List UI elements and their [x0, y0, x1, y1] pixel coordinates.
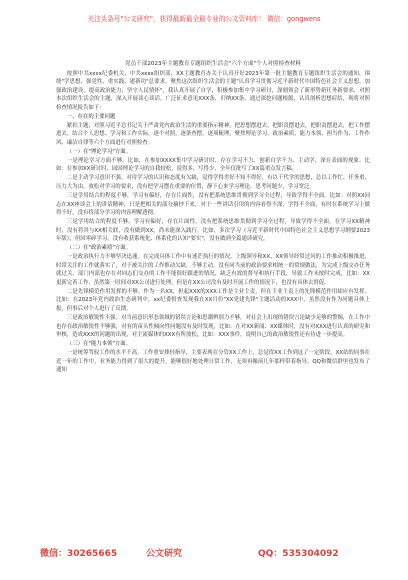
paragraph: 一是统筹驾驭工作的水平不高。工作重安排轻指导，主要表现在分管XX工作上，总觉得XX工作到这了一定阶段，XX站的同事在近一年的工作中，业务能力得到了很大的提升，能够很好地处理日常工作，无须再像前几年那样带着指导，QQ和微信群里也发布了通知	[56, 350, 370, 374]
paragraph: 三是政治敏锐性不强。对当前意识形态领域的错误言论和思潮辨别力不够，对社会上出现的错误言论缺少足够的警惕，在工作中也存在政治敏锐性不够强，对有的苗头性倾向性问题没有及时发现，比如：在对XX新闻、XX媒体时，没有对XXX进行认真的研究和审核，造成XXX的问题的出现，对主流媒体的XXX有所放松，比如：XXX事件，说明自己的政治敏锐性还有待进一步提高。	[56, 315, 370, 339]
source-watermark: 公文研究	[146, 549, 183, 559]
promo-banner: 关注头条号"公文研究"，获得最新最全最专业的公文资料库！ 微信：gongwens	[87, 15, 321, 23]
paragraph: 一是理论学习方面不够。比如，在参加XXXX集中学习研讨时，存在学习不力、创新自学不力、主动学、深在表面的现象。比如：在参加XX研讨时，园国理论学习的自我较松，说得多、写得少，全年仅批写了XX篇重点发言稿。	[56, 157, 370, 173]
paragraph: 三是学用结合的程度不够，学习有偏好，存在片面性，没有把系统思维贯彻到学习全过程，导致学得不全面。比如：对照XX同志在XX座谈会上的讲话精神，只是把相关的部分摘抄下来，对于一些讲话引用的内容看得不深，学得不全面，有时在系统学习上做得不好，没有将部分学习的内容理解透彻。	[56, 193, 370, 217]
wechat-watermark: 微信：30265665	[40, 549, 118, 559]
paragraph: 二是先锋模范作用发挥的不够。作为一名XX，担起XXX的XXX工作是主业主责，但在主业主责上的先锋模范作用却应有发挥。比如：在2023年党内政治生态研判中，xx纪委督查发现我在XX月份"XX党建先锋"主题活动的XXX中，虽然没有作为问题具体上报，但事后对个人进行了反馈。	[56, 288, 370, 312]
paragraph: 紧扣主题，对照习近平总书记关于严肃党内政治生活的重要指示精神，把思想摆进去，把职责摆进去，把职责摆进去，把工作摆进去，结合个人思想、学习和工作实际，逐个对照，逐条查摆，逐项梳理，聚焦理论学习、政治素质、能力本领、担当作为、工作作风、廉洁自律等六个方面进行对照检查。	[56, 122, 370, 146]
section-heading: 一、存在的主要问题	[66, 113, 116, 120]
paragraph: 一是政治执行力不够坚决迅速。在完成具体工作中有迷茫执行的情况，上级领导和XX、XX领导经常过问的工作推动积极推进，时常关注的工作就落实了，对于被关注的工作推动欠缺，不够主动，没有同当前的政治要求相统一的常规做法，为完成上级交办任务就过关，部门内部也存在对同志们交办的工作不能很好跟进的情况，缺乏有效的督导和执行手段，导致工作未按时完成，比如：XX更新完善工作，虽然第一时间对XX公司进行处理，但是在XX公司没有及时开展工作的情况下，也没有具体去督促。	[56, 254, 370, 286]
subsection-heading: （二）在"政治素质"方面。	[66, 245, 132, 252]
qq-watermark: QQ：535304092	[258, 549, 339, 559]
paragraph-intro: 按照中共xxxx纪委机关、中共xxxx组织部、XX主题教育办关于认真开好2023年第一批主题教育专题组织生活会的通知，围绕"学思想、强党性、重实践、建新功"总要求，聚焦这次组织生活会的主题"认真学习贯彻习近平新时代中国特色社会主义思想，加强政治建设，提高政治能力，坚守人民情怀"，我认真开展了自学，积极参加集中学习研讨，深刻领会了新形势新任务新要求，对照本次组织生活会的主题，深入开展谈心谈话，广泛征求意见XXX条，归纳XX条，通过深挖问题根源，认真剖析思想症结，现将对照检查情况报告如下：	[56, 70, 370, 111]
document-title: 党员干部2023年主题教育专题组织生活会"六个方面"个人对照检查材料	[124, 61, 301, 67]
document-body	[56, 60, 370, 375]
paragraph: 三是学用结合的程度不够，学习有偏好，存在片面性，没有把系统思维贯彻到学习全过程，导致学得不全面。在学习XX精神时，没有将其与XX相关联，没有做到XX，尚未能深入践行。比如，多次学习《习近平新时代中国特色社会主义思想学习纲要2023年版》，但因零碎学习，没有收获系统化、体系化的认知"要实"，没有做到全篇通读研究。	[56, 219, 370, 243]
subsection-heading: （三）在"能力本领"方面。	[66, 341, 132, 348]
paragraph: 二是主动学习意识不强。对待学习的认识和态度有欠缺，觉得学得差好不知不得好，有以干代学的思想，总以工作忙、任务重、压力大为由，放松对学习的要求，没有把学习摆在重要的位置，静下心来学习理论，思考问题少，学习宽泛。	[56, 175, 370, 190]
subsection-heading: （一）在"理论学习"方面。	[66, 148, 132, 155]
